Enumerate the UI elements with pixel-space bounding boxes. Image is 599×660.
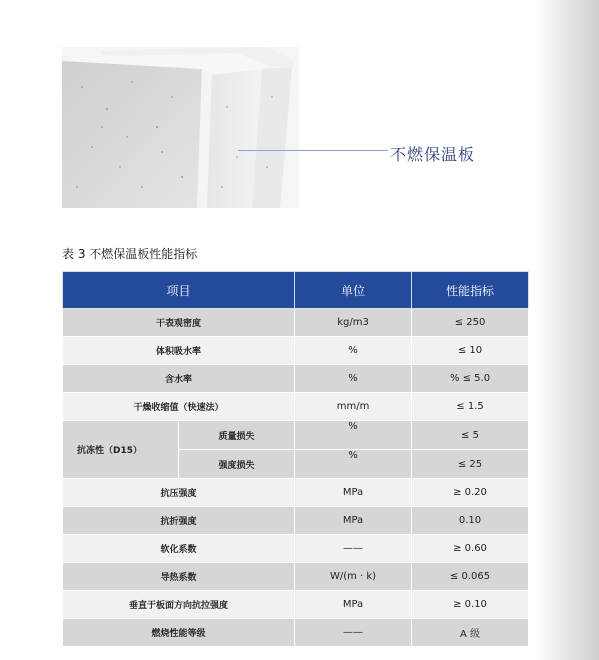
item-cell: 燃烧性能等级	[63, 619, 295, 647]
performance-table	[62, 271, 529, 647]
table-row	[63, 337, 529, 365]
item-cell: 软化系数	[63, 535, 295, 563]
unit-cell: W/(m · k)	[295, 563, 412, 591]
value-cell: ≤ 1.5	[412, 393, 529, 421]
value-cell: % ≤ 5.0	[412, 365, 529, 393]
item-cell: 垂直于板面方向抗拉强度	[63, 591, 295, 619]
photo-caption: 不燃保温板	[390, 145, 476, 164]
header-unit: 单位	[295, 272, 412, 309]
value-cell: ≤ 5	[412, 421, 529, 450]
item-cell: 抗压强度	[63, 479, 295, 507]
item-cell: 干燥收缩值（快速法）	[63, 393, 295, 421]
unit-cell: MPa	[295, 479, 412, 507]
unit-cell: %	[295, 421, 412, 450]
value-cell: ≤ 10	[412, 337, 529, 365]
item-cell: 含水率	[63, 365, 295, 393]
value-cell: A 级	[412, 619, 529, 647]
table-row	[63, 507, 529, 535]
value-cell: ≤ 0.065	[412, 563, 529, 591]
caption-leader-line	[238, 150, 388, 151]
item-cell: 抗折强度	[63, 507, 295, 535]
table-row	[63, 619, 529, 647]
table-row	[63, 365, 529, 393]
unit-cell: ——	[295, 535, 412, 563]
freeze-label-cell: 抗冻性（D15）	[63, 421, 179, 479]
table-row	[63, 421, 529, 450]
value-cell: ≥ 0.20	[412, 479, 529, 507]
value-cell: ≥ 0.60	[412, 535, 529, 563]
unit-cell: MPa	[295, 507, 412, 535]
unit-cell: %	[295, 365, 412, 393]
value-cell: 0.10	[412, 507, 529, 535]
table-row	[63, 591, 529, 619]
table-title: 表 3 不燃保温板性能指标	[62, 247, 198, 261]
table-row	[63, 393, 529, 421]
unit-cell: %	[295, 450, 412, 479]
header-item: 项目	[63, 272, 295, 309]
unit-cell: MPa	[295, 591, 412, 619]
table-row	[63, 309, 529, 337]
sub-item-cell: 质量损失	[179, 421, 295, 450]
table-header-row	[63, 272, 529, 309]
value-cell: ≤ 250	[412, 309, 529, 337]
table-row	[63, 563, 529, 591]
sub-item-cell: 强度损失	[179, 450, 295, 479]
table-row	[63, 479, 529, 507]
item-cell: 体积吸水率	[63, 337, 295, 365]
item-cell: 导热系数	[63, 563, 295, 591]
unit-cell: ——	[295, 619, 412, 647]
unit-cell: kg/m3	[295, 309, 412, 337]
unit-cell: mm/m	[295, 393, 412, 421]
item-cell: 干表观密度	[63, 309, 295, 337]
value-cell: ≥ 0.10	[412, 591, 529, 619]
value-cell: ≤ 25	[412, 450, 529, 479]
page-edge-shadow	[535, 0, 599, 660]
insulation-board-photo	[62, 47, 299, 208]
header-index: 性能指标	[412, 272, 529, 309]
unit-cell: %	[295, 337, 412, 365]
table-row	[63, 535, 529, 563]
